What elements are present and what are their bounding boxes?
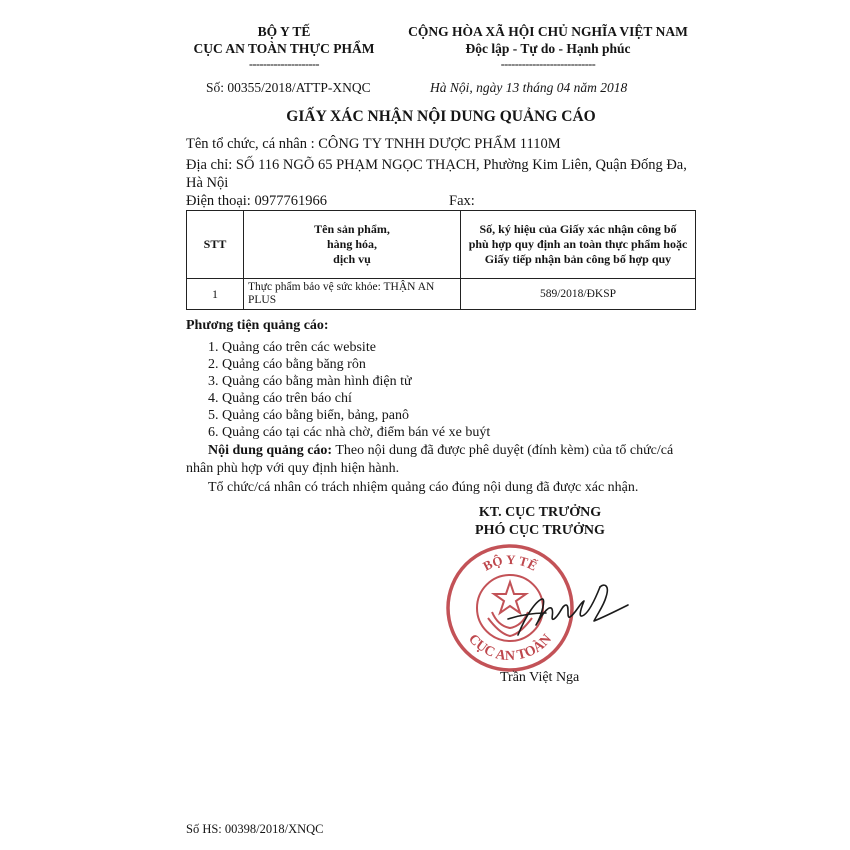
document-title: GIẤY XÁC NHẬN NỘI DUNG QUẢNG CÁO [286, 108, 596, 125]
means-item: 4. Quảng cáo trên báo chí [208, 391, 352, 406]
content-paragraph [208, 443, 673, 459]
responsibility-note: Tổ chức/cá nhân có trách nhiệm quảng cáo đúng nội dung đã được xác nhận. [208, 480, 639, 495]
document-number: Số: 00355/2018/ATTP-XNQC [206, 80, 371, 95]
stamp-top-text: BỘ Y TẾ [480, 551, 540, 574]
header-certificate [461, 211, 696, 279]
row-product-line: PLUS [248, 294, 277, 306]
means-item: 6. Quảng cáo tại các nhà chờ, điểm bán vé xe buýt [208, 425, 491, 440]
stamp-bottom-text: CỤC AN TOÀN [465, 631, 555, 665]
content-label: Nội dung quảng cáo: [208, 443, 333, 458]
agency-rule: -------------------- [249, 57, 319, 71]
org-fax: Fax: [449, 193, 475, 209]
signer-name: Trần Việt Nga [500, 670, 580, 685]
header-certificate-line: Giấy tiếp nhận bản công bố hợp quy [484, 252, 672, 266]
means-item: 1. Quảng cáo trên các website [208, 340, 376, 355]
header-product [244, 211, 461, 279]
motto-rule: --------------------------- [500, 57, 596, 71]
handwritten-signature [500, 575, 640, 645]
header-stt: STT [187, 211, 244, 279]
header-certificate-line: phù hợp quy định an toàn thực phẩm hoặc [468, 237, 688, 251]
motto: Độc lập - Tự do - Hạnh phúc [465, 41, 631, 56]
header-product-line: Tên sản phẩm, [314, 222, 390, 236]
content-text-continued: nhân phù hợp với quy định hiện hành. [186, 461, 400, 476]
place-date: Hà Nội, ngày 13 tháng 04 năm 2018 [430, 80, 628, 95]
means-item: 3. Quảng cáo bằng màn hình điện tử [208, 374, 412, 389]
svg-text:BỘ Y TẾ [480, 552, 539, 574]
org-phone: Điện thoại: 0977761966 [186, 193, 327, 209]
org-address-city: Hà Nội [186, 175, 229, 191]
org-name: Tên tổ chức, cá nhân : CÔNG TY TNHH DƯỢC PHẨM 1110M [186, 136, 561, 152]
header-product-line: hàng hóa, [326, 237, 378, 251]
row-product-line: Thực phẩm bảo vệ sức khỏe: THẬN AN [248, 281, 435, 293]
nation-name: CỘNG HÒA XÃ HỘI CHỦ NGHĨA VIỆT NAM [408, 24, 688, 39]
means-item: 2. Quảng cáo bằng băng rôn [208, 357, 366, 372]
file-number: Số HS: 00398/2018/XNQC [186, 822, 324, 836]
agency-name: CỤC AN TOÀN THỰC PHẨM [193, 41, 375, 56]
table-header-row [187, 211, 696, 279]
table-row [187, 279, 696, 310]
row-stt: 1 [187, 279, 244, 310]
product-table [186, 210, 696, 310]
content-text: Theo nội dung đã được phê duyệt (đính kèm) của tổ chức/cá [332, 443, 674, 458]
signer-title: PHÓ CỤC TRƯỞNG [475, 523, 605, 538]
means-item: 5. Quảng cáo bằng biển, bảng, panô [208, 408, 409, 423]
header-product-line: dịch vụ [333, 252, 371, 266]
org-address: Địa chỉ: SỐ 116 NGÕ 65 PHẠM NGỌC THẠCH, Phường Kim Liên, Quận Đống Đa, [186, 157, 687, 173]
ministry-name: BỘ Y TẾ [257, 24, 311, 39]
header-certificate-line: Số, ký hiệu của Giấy xác nhận công bố [479, 222, 677, 236]
row-product [244, 279, 461, 310]
row-certificate: 589/2018/ĐKSP [461, 279, 696, 310]
signer-role: KT. CỤC TRƯỞNG [478, 505, 602, 520]
means-heading: Phương tiện quảng cáo: [186, 318, 329, 333]
